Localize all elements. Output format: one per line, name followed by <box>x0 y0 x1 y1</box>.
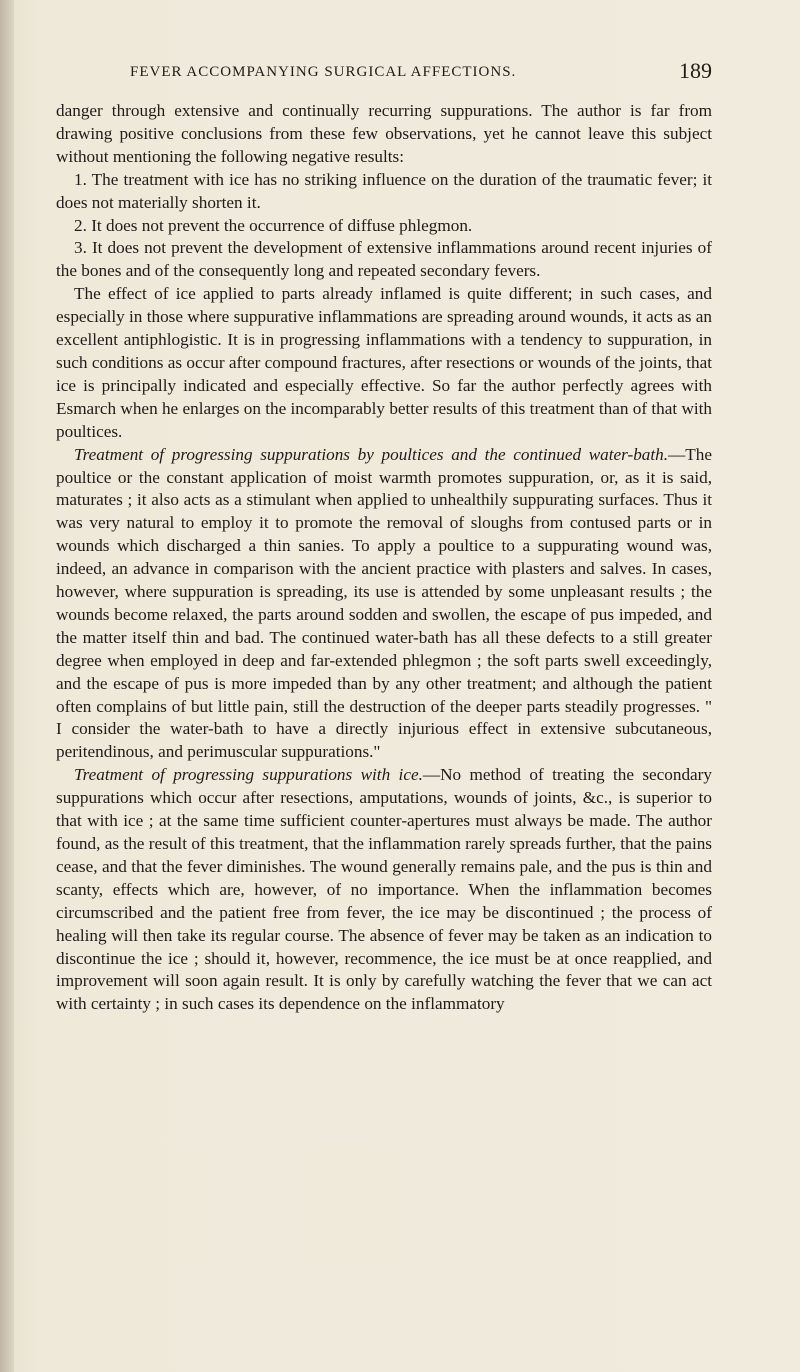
paragraph-poultices-text: —The poultice or the constant application of moist warmth promotes suppuration, or, as it is said, maturates ; it also acts as a stimulant when applied to unhealthily suppurating surfaces. Thus it was very natural to employ it to promote the removal of sloughs from contused parts or in wounds which discharged a thin sanies. To apply a poultice to a suppurating wound was, indeed, an advance in comparison with the ancient practice with plasters and salves. In cases, however, where suppuration is spreading, its use is attended by some unpleasant results ; the wounds become relaxed, the parts around sodden and swollen, the escape of pus impeded, and the matter itself thin and bad. The continued water-bath has all these defects to a still greater degree when employed in deep and far-extended phlegmon ; the soft parts swell exceedingly, and the escape of pus is more impeded than by any other treatment; and although the patient often complains of but little pain, still the destruction of the deeper parts steadily progresses. " I consider the water-bath to have a directly injurious effect in extensive subcutaneous, peritendinous, and perimuscular suppurations." <box>56 444 712 762</box>
result-item-2: 2. It does not prevent the occurrence of diffuse phlegmon. <box>74 215 473 235</box>
paragraph-intro: danger through extensive and continually recurring suppurations. The author is far from drawing positive conclusions from these few observations, yet he cannot leave this subject without mentioning the following negative results: <box>56 101 712 166</box>
paragraph-ice-effect: The effect of ice applied to parts already inflamed is quite different; in such cases, and especially in those where suppurative inflammations are spreading around wounds, it acts as an excellent antiphlogistic. It is in progressing inflammations with a tendency to suppuration, in such conditions as occur after compound fractures, after resections or wounds of the joints, that ice is principally indicated and especially effective. So far the author perfectly agrees with Esmarch when he enlarges on the incomparably better results of this treatment than of that with poultices. <box>56 284 712 441</box>
section-heading-poultices: Treatment of progressing suppurations by poultices and the continued water-bath. <box>74 444 669 464</box>
result-item-3: 3. It does not prevent the development of extensive inflammations around recent injuries of the bones and of the consequently long and repeated secondary fevers. <box>56 238 712 281</box>
body-text <box>56 100 712 1016</box>
paragraph-ice-treatment <box>56 764 712 1016</box>
paragraph-ice-treatment-text: —No method of treating the secondary suppurations which occur after resections, amputations, wounds of joints, &c., is superior to that with ice ; at the same time sufficient counter-apertures must always be made. The author found, as the result of this treatment, that the inflammation rarely spreads further, that the pains cease, and that the fever diminishes. The wound generally remains pale, and the pus is thin and scanty, effects which are, however, of no importance. When the inflammation becomes circumscribed and the patient free from fever, the ice may be discontinued ; the process of healing will then take its regular course. The absence of fever may be taken as an indication to discontinue the ice ; should it, however, recommence, the ice must be at once reapplied, and improvement will soon again result. It is only by carefully watching the fever that we can act with certainty ; in such cases its dependence on the inflammatory <box>56 765 713 1014</box>
page-number: 189 <box>679 58 712 83</box>
page-header <box>130 58 712 88</box>
page-gutter-shadow <box>0 0 14 1372</box>
result-item-1: 1. The treatment with ice has no striking influence on the duration of the traumatic fever; it does not materially shorten it. <box>56 169 712 212</box>
paragraph-poultices <box>56 444 712 765</box>
section-heading-ice: Treatment of progressing suppurations with ice. <box>74 765 423 785</box>
running-head: FEVER ACCOMPANYING SURGICAL AFFECTIONS. <box>130 64 517 80</box>
